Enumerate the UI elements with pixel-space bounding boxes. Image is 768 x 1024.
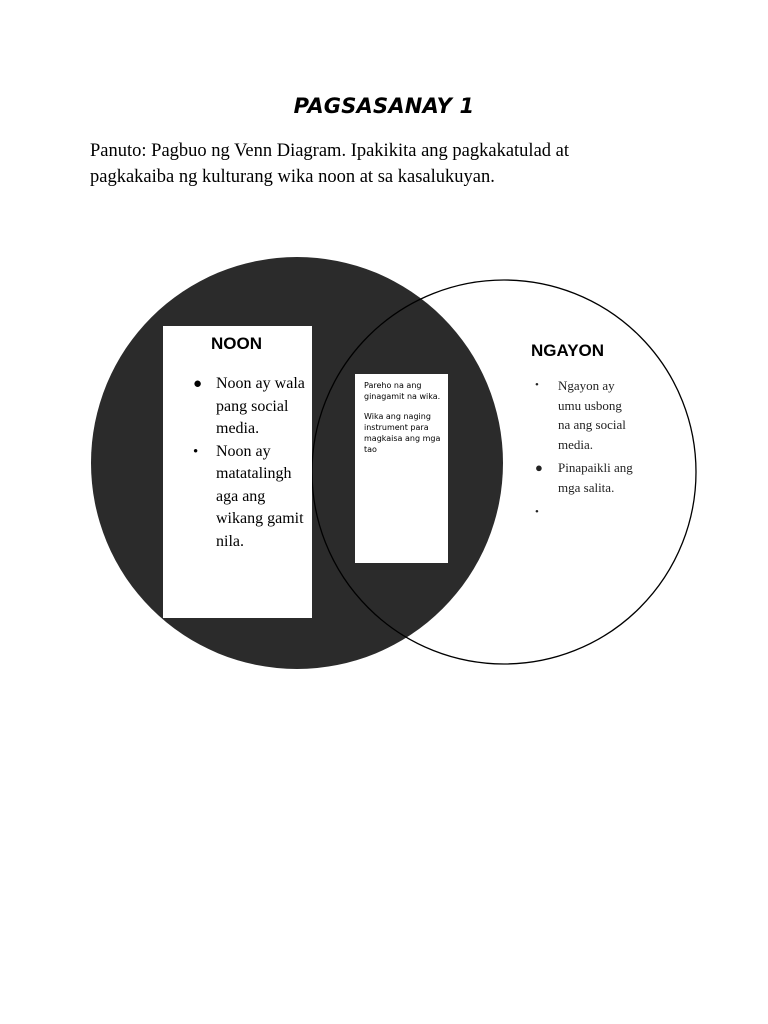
overlap-item: Pareho na ang ginagamit na wika. [364,381,441,402]
ngayon-list-item: ● Pinapaikli ang mga salita. [535,460,633,495]
overlap-item: Wika ang naging instrument para magkaisa ang mga tao [364,411,441,455]
overlap-text [364,380,444,464]
noon-list-item: • Noon ay matatalingh aga ang wikang gamit nila. [193,442,304,550]
page-title: PAGSASANAY 1 [293,94,475,118]
noon-list-item: ● Noon ay wala pang social media. [193,375,305,437]
bullet-icon: • [193,443,199,460]
instructions-line-2: pagkakaiba ng kulturang wika noon at sa kasalukuyan. [90,167,495,187]
noon-list [193,373,311,553]
outline-gap-right [625,610,630,617]
ngayon-list [535,376,635,522]
ngayon-heading: NGAYON [531,341,605,360]
ngayon-list-item [535,503,635,522]
bullet-icon: • [535,379,539,391]
instructions-line-1: Panuto: Pagbuo ng Venn Diagram. Ipakikita ang pagkakatulad at [90,141,570,161]
noon-heading: NOON [211,334,262,353]
bullet-icon: • [535,506,539,518]
bullet-icon: ● [535,460,543,475]
ngayon-list-item: • Ngayon ay umu usbong na ang social media. [535,378,626,452]
bullet-icon: ● [193,376,203,392]
